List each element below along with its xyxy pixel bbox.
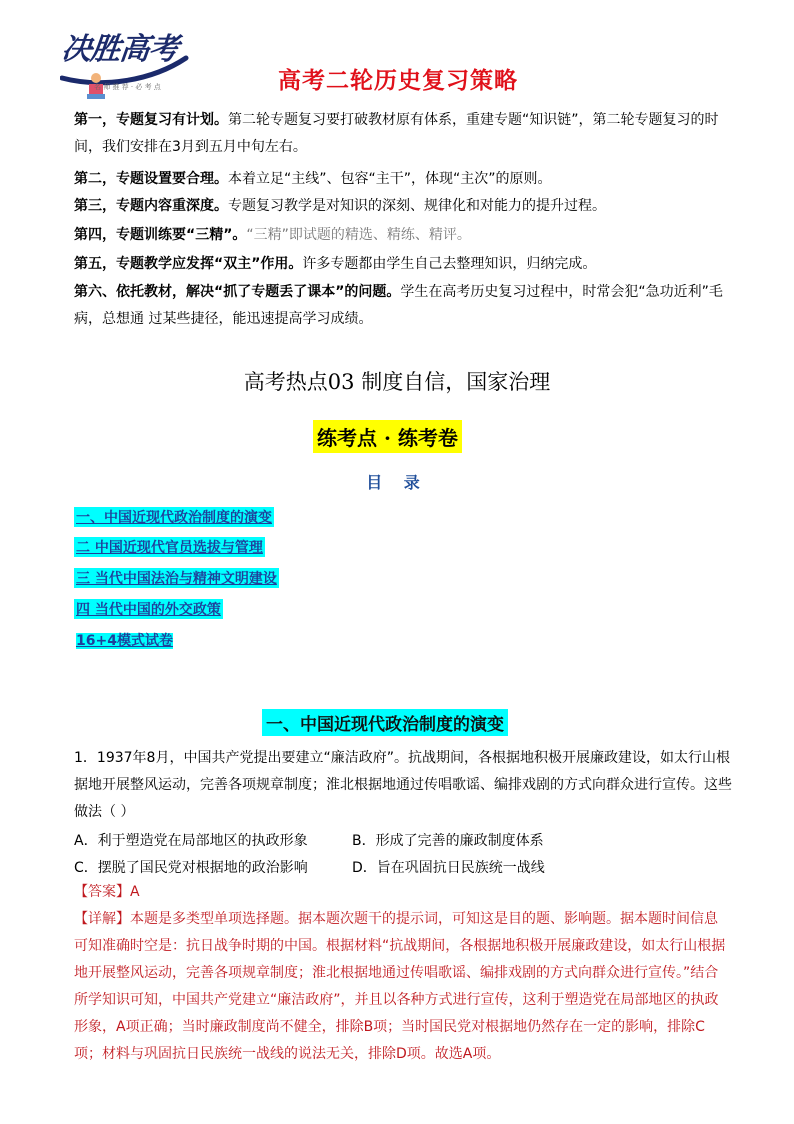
option-b: B．形成了完善的廉政制度体系 [352, 833, 544, 849]
strategy-2-bold: 第二，专题设置要合理。 [74, 171, 228, 187]
toc-item-5[interactable] [74, 630, 175, 650]
logo-tagline: 名 师 推 荐 · 必 考 点 [94, 83, 161, 91]
toc-item-2[interactable]: 二 中国近现代官员选拔与管理 [74, 537, 265, 557]
toc-item-5-label: 模式试卷 [116, 633, 173, 649]
strategy-2 [74, 166, 724, 193]
strategy-6-bold: 第六、依托教材，解决“抓了专题丢了课本”的问题。 [74, 284, 401, 300]
answer [74, 881, 140, 901]
toc-item-4[interactable]: 四 当代中国的外交政策 [74, 599, 223, 619]
toc-title: 目 录 [366, 473, 428, 492]
strategy-4 [74, 222, 724, 249]
strategy-5 [74, 251, 724, 278]
answer-value: A [130, 884, 140, 900]
section-heading: 一、中国近现代政治制度的演变 [262, 709, 508, 736]
strategy-1-bold: 第一，专题复习有计划。 [74, 112, 228, 128]
answer-label: 【答案】 [74, 884, 130, 900]
strategy-1 [74, 107, 724, 161]
strategy-3-text: 专题复习教学是对知识的深刻、规律化和对能力的提升过程。 [228, 198, 606, 214]
answer-detail [74, 906, 730, 1068]
toc-item-1[interactable]: 一、中国近现代政治制度的演变 [74, 507, 274, 527]
strategy-6 [74, 279, 724, 333]
toc-item-5-prefix: 16+4 [76, 633, 117, 649]
option-a: A．利于塑造党在局部地区的执政形象 [74, 833, 308, 849]
strategy-2-text: 本着立足“主线”、包容“主干”，体现“主次”的原则。 [228, 171, 552, 187]
option-d: D．旨在巩固抗日民族统一战线 [352, 860, 545, 876]
page-title: 高考二轮历史复习策略 [278, 68, 518, 94]
toc-item-3[interactable]: 三 当代中国法治与精神文明建设 [74, 568, 279, 588]
detail-text: 本题是多类型单项选择题。据本题次题干的提示词，可知这是目的题、影响题。据本题时间信息可知准确时空是：抗日战争时期的中国。根据材料“抗战期间，各根据地积极开展廉政建设，如太行山根据地开展整风运动，完善各项规章制度；淮北根据地通过传唱歌谣、编排戏剧的方式向群众进行宣传。”结合所学知识可知，中国共产党建立“廉洁政府”，并且以各种方式进行宣传，这利于塑造党在局部地区的执政形象，A项正确；当时廉政制度尚不健全，排除B项；当时国民党对根据地仍然存在一定的影响，排除C项；材料与巩固抗日民族统一战线的说法无关，排除D项。故选A项。 [74, 911, 726, 1062]
logo-brand-text: 决胜高考 [59, 32, 180, 67]
strategy-1-text: 第二轮专题复习要打破教材原有体系，重建专题“知识链”，第二轮专题复习的时间，我们安排在3月到五月中旬左右。 [74, 112, 719, 155]
strategy-3-bold: 第三，专题内容重深度。 [74, 198, 228, 214]
topic-title: 高考热点03 制度自信，国家治理 [243, 370, 551, 394]
strategy-3 [74, 193, 724, 220]
strategy-4-text: “三精”即试题的精选、精练、精评。 [246, 227, 471, 243]
question-stem: 1．1937年8月，中国共产党提出要建立“廉洁政府”。抗战期间，各根据地积极开展廉政建设，如太行山根据地开展整风运动，完善各项规章制度；淮北根据地通过传唱歌谣、编排戏剧的方式向群众进行宣传。这些做法（ ） [74, 750, 732, 820]
strategy-5-bold: 第五，专题教学应发挥“双主”作用。 [74, 256, 303, 272]
detail-label: 【详解】 [74, 911, 130, 927]
strategy-5-text: 许多专题都由学生自己去整理知识，归纳完成。 [302, 256, 597, 272]
strategy-4-bold: 第四，专题训练要“三精”。 [74, 227, 247, 243]
logo [60, 20, 190, 110]
practice-label: 练考点 · 练考卷 [313, 420, 462, 453]
strategy-6-text: 学生在高考历史复习过程中，时常会犯“急功近利”毛病，总想通 过某些捷径，能迅速提高学习成绩。 [74, 284, 723, 327]
option-c: C．摆脱了国民党对根据地的政治影响 [74, 860, 308, 876]
